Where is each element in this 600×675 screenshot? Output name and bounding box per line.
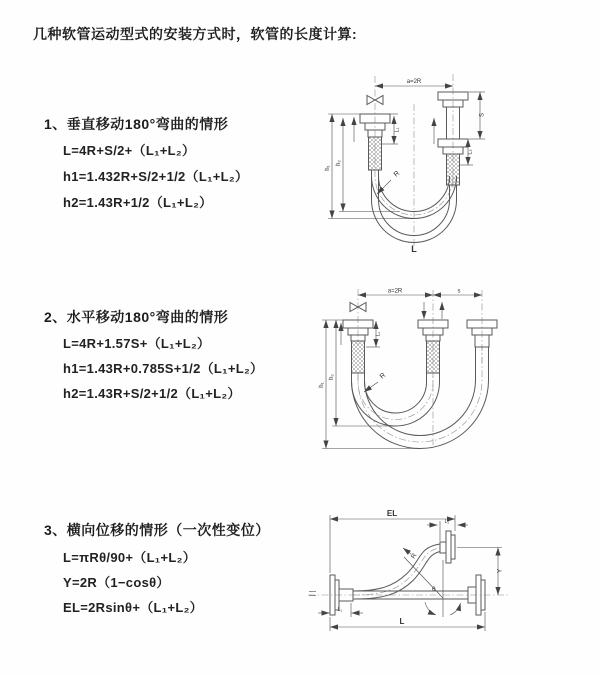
dim-height2-label: h₂ [336, 160, 342, 166]
length-label: L [399, 617, 405, 626]
section-2-heading: 2、水平移动180°弯曲的情形 [44, 309, 229, 325]
section-2-formula-h1: h1=1.43R+0.785S+1/2（L₁+L₂） [63, 361, 264, 376]
section-3-formula-L: L=πRθ/90+（L₁+L₂） [63, 550, 196, 565]
dim-fitting2-label: L₂ [467, 149, 474, 155]
dimension-lines [309, 515, 502, 631]
dim-height2-label: h₂ [329, 374, 335, 380]
dim-stroke-label: s [457, 288, 461, 295]
section-3-heading: 3、横向位移的情形（一次性变位） [44, 522, 270, 538]
pipe-outline [330, 531, 485, 615]
angle-label: θ [432, 586, 436, 593]
section-3-formula-Y: Y=2R（1−cosθ） [63, 575, 170, 590]
section-1-formula-h1: h1=1.432R+S/2+1/2（L₁+L₂） [63, 169, 249, 184]
flange-right-upper [440, 531, 455, 563]
radius-label: R [392, 169, 402, 179]
dim-height1-label: h₁ [319, 382, 325, 388]
hose-position-2 [352, 347, 489, 449]
diagram-lateral-displacement [300, 505, 595, 645]
radius-label: R [409, 552, 419, 561]
section-1-formula-L: L=4R+S/2+（L₁+L₂） [63, 143, 196, 158]
dim-fitting1-label: L₁ [394, 127, 401, 133]
radius-label: R [378, 371, 388, 381]
diagram-vertical-movement [310, 70, 575, 255]
dim-height1-label: h₁ [325, 165, 331, 171]
dim-stroke-label: S [479, 112, 486, 118]
section-2-formula-L: L=4R+1.57S+（L₁+L₂） [63, 336, 211, 351]
page-title: 几种软管运动型式的安装方式时，软管的长度计算: [33, 26, 358, 42]
section-1-heading: 1、垂直移动180°弯曲的情形 [44, 116, 229, 132]
dim-span-label: a=2R [406, 79, 422, 85]
diagram-horizontal-movement [310, 285, 585, 450]
section-2-formula-h2: h2=1.43R+S/2+1/2（L₁+L₂） [63, 386, 241, 401]
section-1-formula-h2: h2=1.43R+1/2（L₁+L₂） [63, 195, 213, 210]
pipe-position-original [353, 591, 468, 599]
fitting-left-fixed [343, 320, 373, 373]
top-length-label: EL [386, 509, 398, 518]
dimension-lines [328, 86, 485, 219]
dim-span-label: a=2R [387, 288, 403, 295]
fitting-middle-position-1 [418, 320, 448, 373]
length-label: L [411, 244, 417, 254]
section-3-formula-EL: EL=2Rsinθ+（L₁+L₂） [63, 600, 203, 615]
dim-fitting1-label: L₁ [337, 607, 343, 613]
dim-fitting1-label: L₁ [375, 331, 382, 337]
dim-fitting2-label: L₂ [444, 519, 450, 525]
offset-label: Y [496, 568, 504, 574]
pipe-outline [343, 303, 497, 449]
